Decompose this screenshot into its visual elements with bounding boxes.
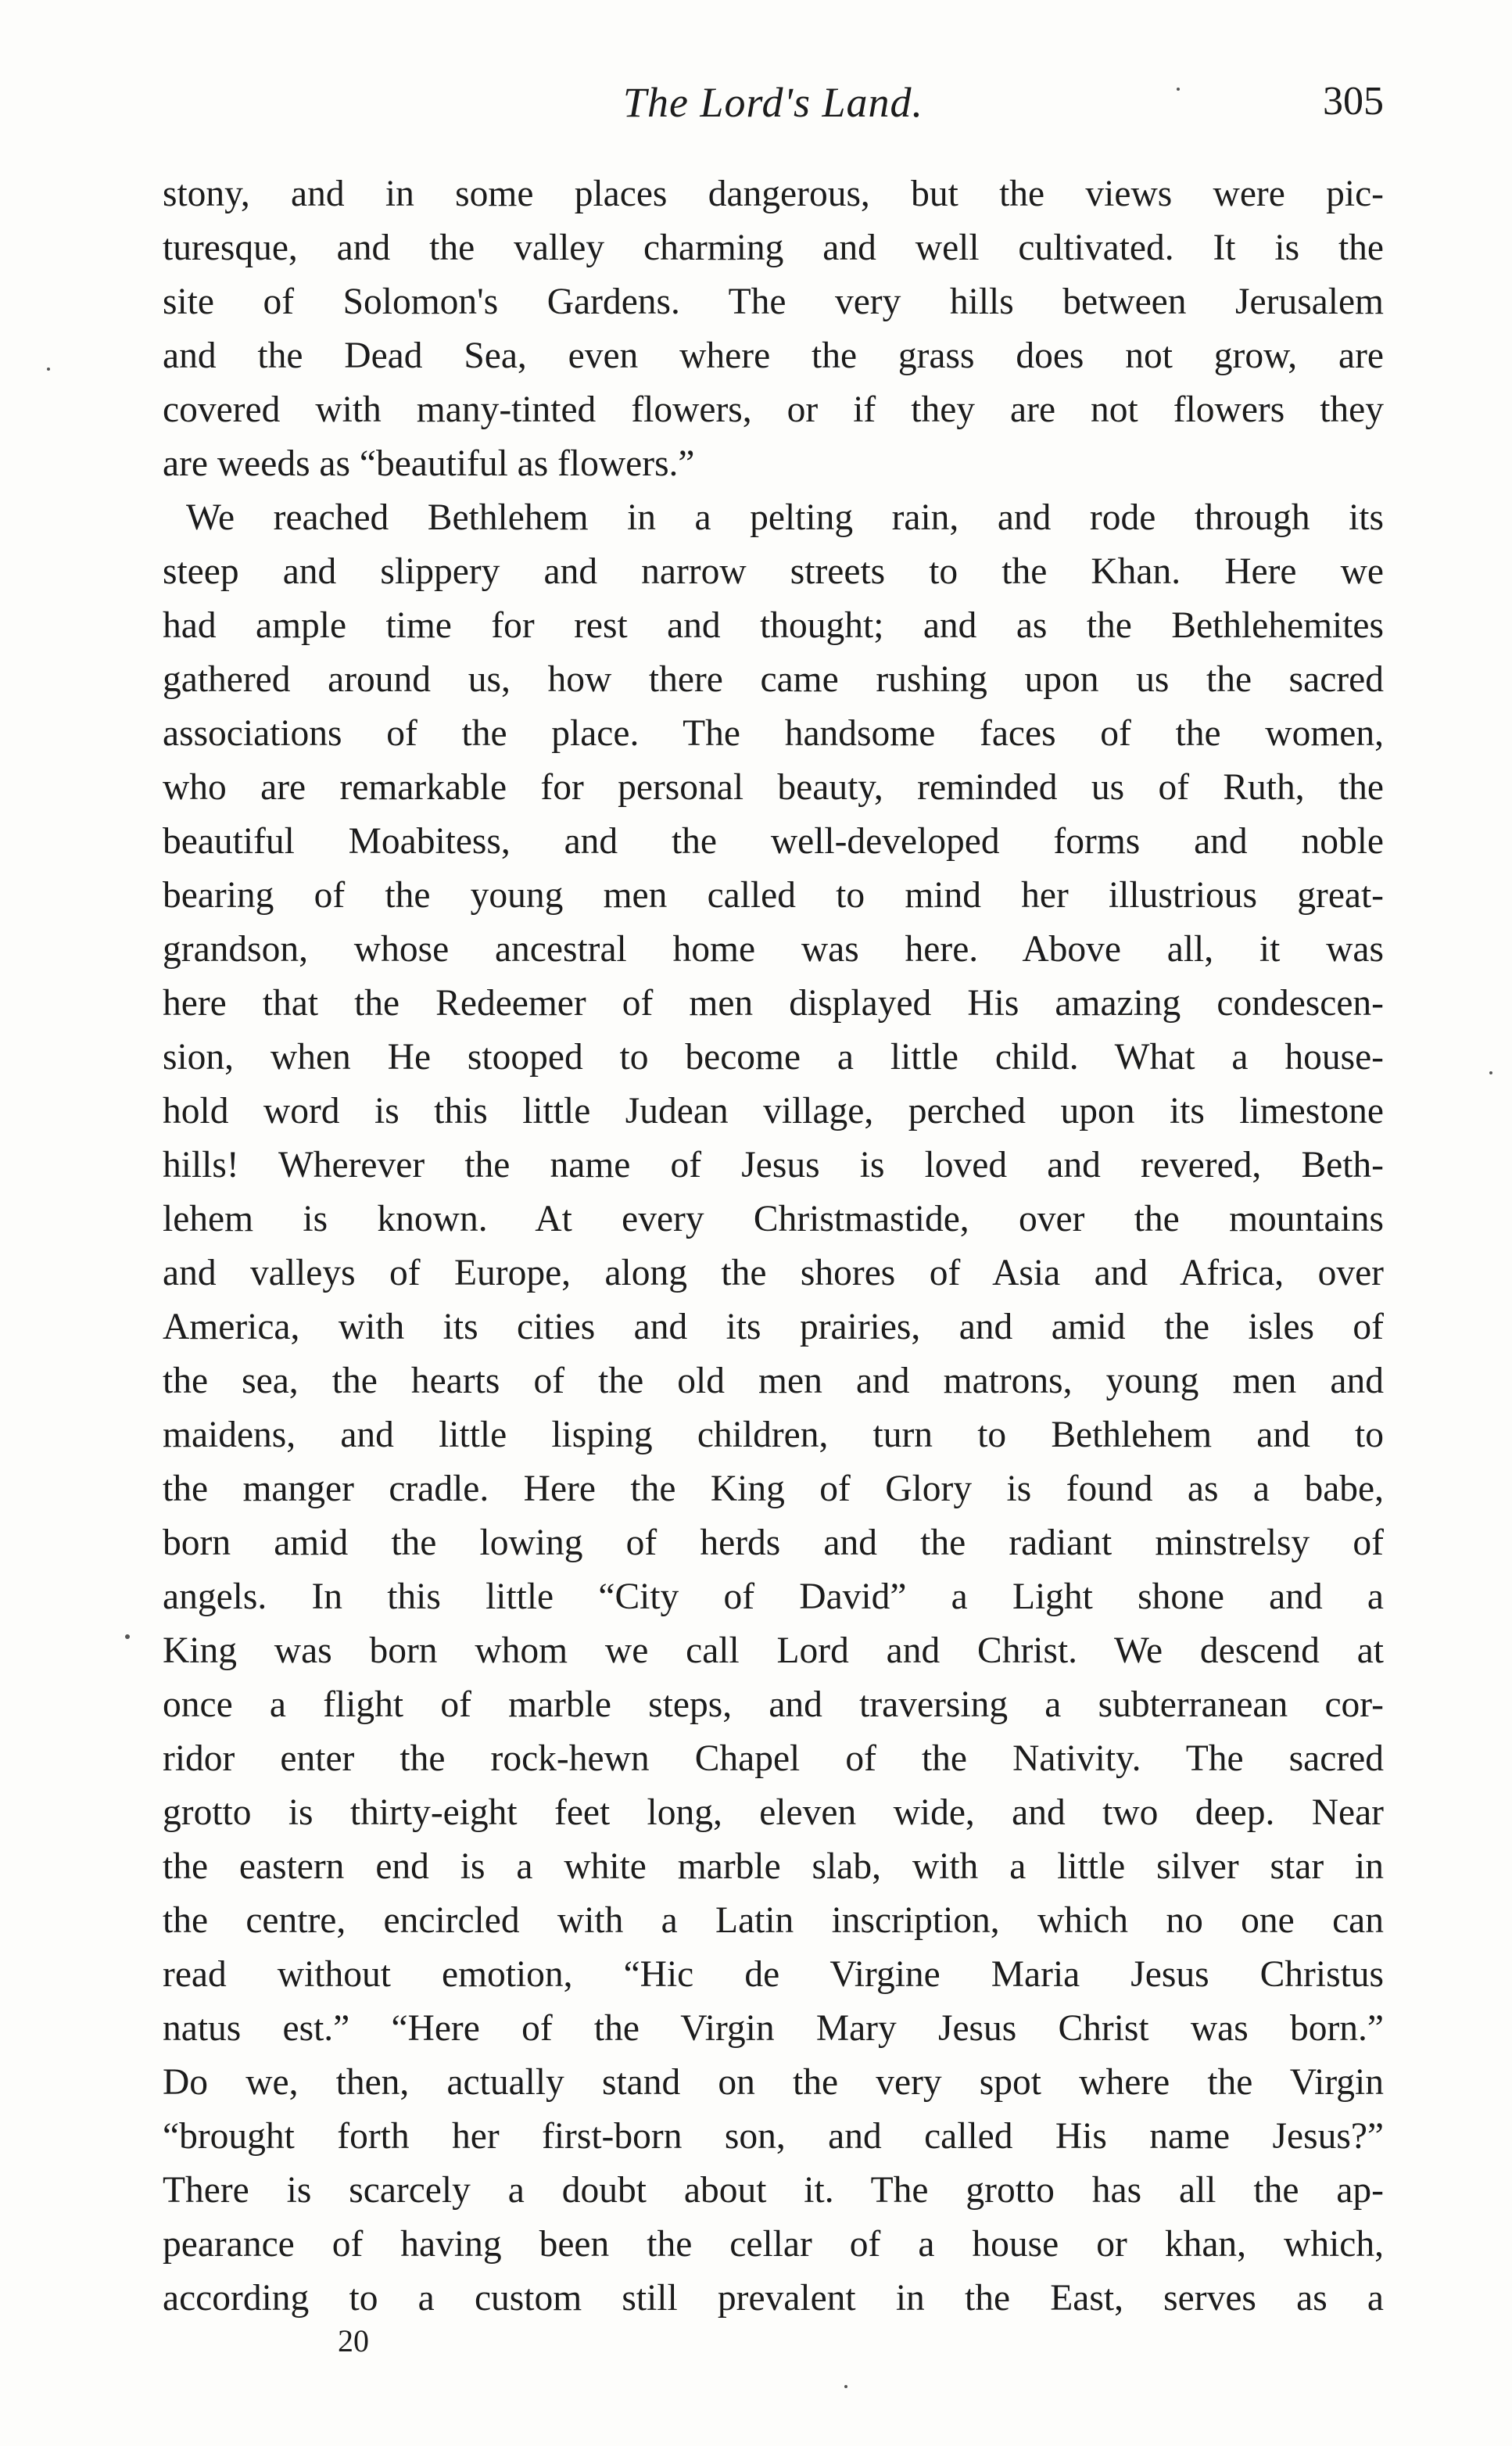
text-line: “brought forth her first-born son, and called His name Jesus?”: [163, 2116, 1384, 2157]
text-line: site of Solomon's Gardens. The very hills between Jerusalem: [163, 282, 1384, 322]
text-line: There is scarcely a doubt about it. The grotto has all the ap-: [163, 2170, 1384, 2211]
scan-speck: [1489, 1071, 1492, 1074]
text-line: bearing of the young men called to mind her illustrious great-: [163, 875, 1384, 916]
text-line: once a flight of marble steps, and traversing a subterranean cor-: [163, 1684, 1384, 1725]
text-line: covered with many-tinted flowers, or if they are not flowers they: [163, 389, 1384, 430]
body-text: [163, 167, 1384, 2326]
text-line: King was born whom we call Lord and Christ. We descend at: [163, 1630, 1384, 1671]
scan-speck: [125, 1634, 130, 1639]
text-line: lehem is known. At every Christmastide, over the mountains: [163, 1199, 1384, 1239]
text-line: the sea, the hearts of the old men and matrons, young men and: [163, 1361, 1384, 1401]
page-header: [163, 78, 1384, 141]
text-line: steep and slippery and narrow streets to the Khan. Here we: [163, 551, 1384, 592]
text-line: and the Dead Sea, even where the grass does not grow, are: [163, 335, 1384, 376]
text-line: and valleys of Europe, along the shores of Asia and Africa, over: [163, 1253, 1384, 1293]
text-line: turesque, and the valley charming and well cultivated. It is the: [163, 228, 1384, 268]
text-line: gathered around us, how there came rushing upon us the sacred: [163, 659, 1384, 700]
text-line: beautiful Moabitess, and the well-developed forms and noble: [163, 821, 1384, 862]
text-line: who are remarkable for personal beauty, reminded us of Ruth, the: [163, 767, 1384, 808]
text-line: ridor enter the rock-hewn Chapel of the Nativity. The sacred: [163, 1738, 1384, 1779]
text-line: born amid the lowing of herds and the radiant minstrelsy of: [163, 1522, 1384, 1563]
text-line: We reached Bethlehem in a pelting rain, and rode through its: [186, 497, 1384, 538]
text-line: are weeds as “beautiful as flowers.”: [163, 443, 695, 484]
text-line: the centre, encircled with a Latin inscription, which no one can: [163, 1900, 1384, 1941]
text-line: grotto is thirty-eight feet long, eleven wide, and two deep. Near: [163, 1792, 1384, 1833]
text-line: maidens, and little lisping children, turn to Bethlehem and to: [163, 1415, 1384, 1455]
text-line: here that the Redeemer of men displayed His amazing condescen-: [163, 983, 1384, 1024]
text-line: the eastern end is a white marble slab, with a little silver star in: [163, 1846, 1384, 1887]
text-line: Do we, then, actually stand on the very spot where the Virgin: [163, 2062, 1384, 2103]
text-line: sion, when He stooped to become a little child. What a house-: [163, 1037, 1384, 1078]
scan-speck: [844, 2385, 847, 2388]
text-line: natus est.” “Here of the Virgin Mary Jesus Christ was born.”: [163, 2008, 1384, 2049]
text-line: hold word is this little Judean village, perched upon its limestone: [163, 1091, 1384, 1132]
text-line: pearance of having been the cellar of a house or khan, which,: [163, 2224, 1384, 2265]
text-line: grandson, whose ancestral home was here. Above all, it was: [163, 929, 1384, 970]
text-line: angels. In this little “City of David” a Light shone and a: [163, 1576, 1384, 1617]
text-line: had ample time for rest and thought; and as the Bethlehemites: [163, 605, 1384, 646]
signature-mark: 20: [338, 2323, 369, 2358]
page-number: 305: [1323, 79, 1384, 124]
text-line: read without emotion, “Hic de Virgine Maria Jesus Christus: [163, 1954, 1384, 1995]
text-line: according to a custom still prevalent in the East, serves as a: [163, 2278, 1384, 2319]
text-line: associations of the place. The handsome faces of the women,: [163, 713, 1384, 754]
text-line: America, with its cities and its prairies, and amid the isles of: [163, 1307, 1384, 1347]
text-line: stony, and in some places dangerous, but the views were pic-: [163, 174, 1384, 214]
running-title: The Lord's Land.: [622, 79, 924, 126]
scan-speck: [1177, 88, 1180, 91]
text-line: hills! Wherever the name of Jesus is loved and revered, Beth-: [163, 1145, 1384, 1185]
scan-speck: [47, 368, 50, 371]
text-line: the manger cradle. Here the King of Glory is found as a babe,: [163, 1469, 1384, 1509]
